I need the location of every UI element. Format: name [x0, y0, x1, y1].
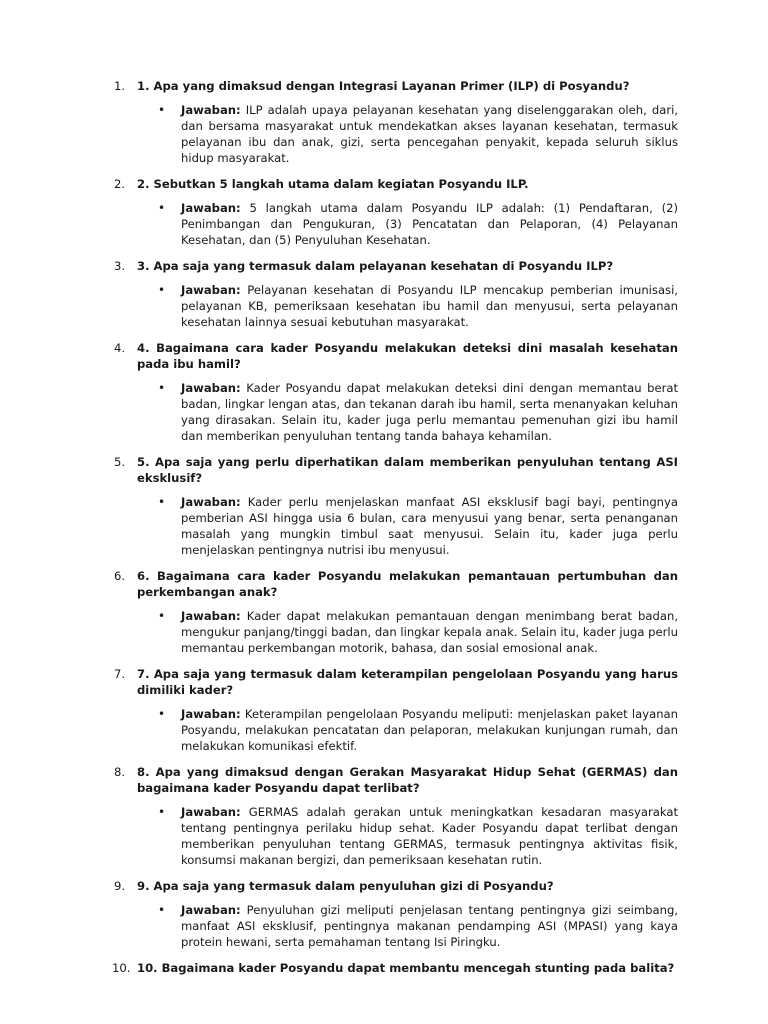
question — [0, 340, 768, 372]
answer-text: Kader Posyandu dapat melakukan deteksi dini dengan memantau berat badan, lingkar lengan atas, dan tekanan darah ibu hamil, serta menanyakan keluhan yang dirasakan. Selain itu, kader juga perlu memantau pemenuhan gizi ibu hamil dan memberikan penyuluhan tentang tanda bahaya kehamilan. — [181, 381, 678, 443]
list-number: 2. — [114, 177, 126, 191]
qa-item — [0, 666, 768, 754]
bullet-icon: • — [158, 609, 166, 623]
bullet-icon: • — [158, 903, 166, 917]
qa-item — [0, 340, 768, 444]
question — [0, 764, 768, 796]
answer-label: Jawaban: — [181, 805, 241, 819]
answer-label: Jawaban: — [181, 201, 241, 215]
list-number: 10. — [112, 961, 131, 975]
bullet-icon: • — [158, 707, 166, 721]
qa-item — [0, 78, 768, 166]
bullet-icon: • — [158, 495, 166, 509]
question-text: 9. Apa saja yang termasuk dalam penyuluhan gizi di Posyandu? — [137, 879, 554, 893]
answer-label: Jawaban: — [181, 103, 241, 117]
question — [0, 176, 768, 192]
qa-item — [0, 960, 768, 976]
question-text: 2. Sebutkan 5 langkah utama dalam kegiatan Posyandu ILP. — [137, 177, 529, 191]
answer-text: Penyuluhan gizi meliputi penjelasan tentang pentingnya gizi seimbang, manfaat ASI eksklusif, pentingnya makanan pendamping ASI (MPASI) yang kaya protein hewani, serta pemahaman tentang Isi Piringku. — [181, 903, 678, 949]
list-number: 3. — [114, 259, 126, 273]
answer — [0, 102, 768, 166]
bullet-icon: • — [158, 103, 166, 117]
qa-item — [0, 568, 768, 656]
answer — [0, 380, 768, 444]
qa-item — [0, 454, 768, 558]
list-number: 8. — [114, 765, 126, 779]
qa-item — [0, 176, 768, 248]
answer-text: 5 langkah utama dalam Posyandu ILP adalah: (1) Pendaftaran, (2) Penimbangan dan Pengukuran, (3) Pencatatan dan Pelaporan, (4) Pelayanan Kesehatan, dan (5) Penyuluhan Kesehatan. — [181, 201, 678, 247]
answer — [0, 608, 768, 656]
question-text: 10. Bagaimana kader Posyandu dapat membantu mencegah stunting pada balita? — [137, 961, 675, 975]
answer — [0, 282, 768, 330]
answer — [0, 804, 768, 868]
question — [0, 454, 768, 486]
answer-text: GERMAS adalah gerakan untuk meningkatkan kesadaran masyarakat tentang pentingnya perilaku hidup sehat. Kader Posyandu dapat terlibat dengan memberikan penyuluhan tentang GERMAS, termasuk pentingnya aktivitas fisik, konsumsi makanan bergizi, dan pemeriksaan kesehatan rutin. — [181, 805, 678, 867]
list-number: 1. — [114, 79, 126, 93]
answer — [0, 200, 768, 248]
answer-label: Jawaban: — [181, 707, 241, 721]
answer — [0, 706, 768, 754]
answer-text: Kader perlu menjelaskan manfaat ASI eksklusif bagi bayi, pentingnya pemberian ASI hingga usia 6 bulan, cara menyusui yang benar, serta penanganan masalah yang mungkin timbul saat menyusui. Selain itu, kader juga perlu menjelaskan pentingnya nutrisi ibu menyusui. — [181, 495, 678, 557]
question — [0, 258, 768, 274]
document-page — [0, 78, 768, 986]
question — [0, 878, 768, 894]
question — [0, 666, 768, 698]
answer-text: Pelayanan kesehatan di Posyandu ILP mencakup pemberian imunisasi, pelayanan KB, pemeriksaan kesehatan ibu hamil dan menyusui, serta pelayanan kesehatan lainnya sesuai kebutuhan masyarakat. — [181, 283, 678, 329]
answer-text: Kader dapat melakukan pemantauan dengan menimbang berat badan, mengukur panjang/tinggi badan, dan lingkar kepala anak. Selain itu, kader juga perlu memantau perkembangan motorik, bahasa, dan sosial emosional anak. — [181, 609, 678, 655]
bullet-icon: • — [158, 201, 166, 215]
bullet-icon: • — [158, 381, 166, 395]
answer-label: Jawaban: — [181, 283, 241, 297]
answer-label: Jawaban: — [181, 609, 241, 623]
answer-label: Jawaban: — [181, 903, 241, 917]
question — [0, 78, 768, 94]
question — [0, 568, 768, 600]
answer — [0, 902, 768, 950]
answer-text: ILP adalah upaya pelayanan kesehatan yang diselenggarakan oleh, dari, dan bersama masyarakat untuk mendekatkan akses layanan kesehatan, termasuk pelayanan ibu dan anak, gizi, serta pencegahan penyakit, kepada seluruh siklus hidup masyarakat. — [181, 103, 678, 165]
question — [0, 960, 768, 976]
question-text: 6. Bagaimana cara kader Posyandu melakukan pemantauan pertumbuhan dan perkembangan anak? — [137, 569, 678, 599]
question-text: 7. Apa saja yang termasuk dalam keterampilan pengelolaan Posyandu yang harus dimiliki kader? — [137, 667, 678, 697]
question-text: 4. Bagaimana cara kader Posyandu melakukan deteksi dini masalah kesehatan pada ibu hamil? — [137, 341, 678, 371]
question-text: 3. Apa saja yang termasuk dalam pelayanan kesehatan di Posyandu ILP? — [137, 259, 614, 273]
list-number: 4. — [114, 341, 126, 355]
answer — [0, 494, 768, 558]
list-number: 7. — [114, 667, 126, 681]
list-number: 6. — [114, 569, 126, 583]
question-text: 8. Apa yang dimaksud dengan Gerakan Masyarakat Hidup Sehat (GERMAS) dan bagaimana kader Posyandu dapat terlibat? — [137, 765, 678, 795]
question-text: 1. Apa yang dimaksud dengan Integrasi Layanan Primer (ILP) di Posyandu? — [137, 79, 630, 93]
question-text: 5. Apa saja yang perlu diperhatikan dalam memberikan penyuluhan tentang ASI eksklusif? — [137, 455, 678, 485]
qa-item — [0, 258, 768, 330]
answer-label: Jawaban: — [181, 381, 241, 395]
bullet-icon: • — [158, 805, 166, 819]
bullet-icon: • — [158, 283, 166, 297]
answer-text: Keterampilan pengelolaan Posyandu meliputi: menjelaskan paket layanan Posyandu, melakukan pencatatan dan pelaporan, melakukan kunjungan rumah, dan melakukan komunikasi efektif. — [181, 707, 678, 753]
qa-item — [0, 878, 768, 950]
list-number: 5. — [114, 455, 126, 469]
qa-item — [0, 764, 768, 868]
answer-label: Jawaban: — [181, 495, 241, 509]
list-number: 9. — [114, 879, 126, 893]
